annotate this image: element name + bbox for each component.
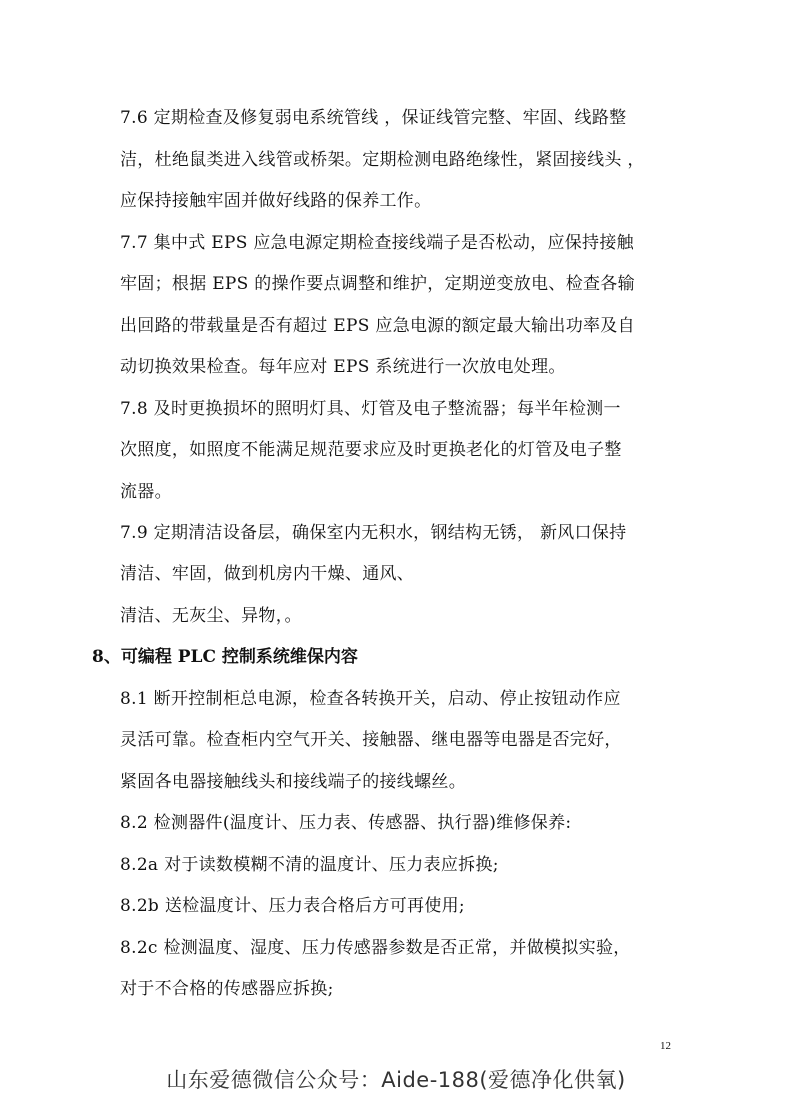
paragraph-7-9-line-3: 清洁、无灰尘、异物，。	[120, 606, 302, 626]
paragraph-7-8-line-2: 次照度，如照度不能满足规范要求应及时更换老化的灯管及电子整	[120, 440, 622, 460]
paragraph-8-2c-line-2: 对于不合格的传感器应拆换;	[120, 979, 334, 999]
paragraph-7-8-line-3: 流器。	[120, 482, 172, 502]
paragraph-7-9-line-1: 7.9 定期清洁设备层，确保室内无积水，钢结构无锈， 新风口保持	[120, 523, 627, 543]
paragraph-7-8-line-1: 7.8 及时更换损坏的照明灯具、灯管及电子整流器；每半年检测一	[120, 399, 621, 419]
paragraph-7-6-line-3: 应保持接触牢固并做好线路的保养工作。	[120, 191, 432, 211]
paragraph-7-9-line-2: 清洁、牢固，做到机房内干燥、通风、	[120, 564, 415, 584]
section-8-heading: 8、可编程 PLC 控制系统维保内容	[92, 647, 358, 667]
paragraph-8-2b: 8.2b 送检温度计、压力表合格后方可再使用;	[120, 896, 465, 916]
page-number: 12	[660, 1040, 671, 1052]
paragraph-7-7-line-1: 7.7 集中式 EPS 应急电源定期检查接线端子是否松动，应保持接触	[120, 233, 634, 253]
paragraph-8-2a: 8.2a 对于读数模糊不清的温度计、压力表应拆换;	[120, 855, 499, 875]
paragraph-8-1-line-1: 8.1 断开控制柜总电源，检查各转换开关，启动、停止按钮动作应	[120, 689, 621, 709]
paragraph-7-6-line-2: 洁，杜绝鼠类进入线管或桥架。定期检测电路绝缘性，紧固接线头 ，	[120, 150, 645, 170]
paragraph-7-6-line-1: 7.6 定期检查及修复弱电系统管线 ，保证线管完整、牢固、线路整	[120, 108, 627, 128]
paragraph-8-1-line-3: 紧固各电器接触线头和接线端子的接线螺丝。	[120, 772, 466, 792]
paragraph-8-2: 8.2 检测器件(温度计、压力表、传感器、执行器)维修保养:	[120, 813, 572, 833]
paragraph-8-1-line-2: 灵活可靠。检查柜内空气开关、接触器、继电器等电器是否完好，	[120, 730, 622, 750]
paragraph-8-2c-line-1: 8.2c 检测温度、湿度、压力传感器参数是否正常，并做模拟实验，	[120, 938, 631, 958]
paragraph-7-7-line-2: 牢固；根据 EPS 的操作要点调整和维护，定期逆变放电、检查各输	[120, 274, 635, 294]
footer-watermark: 山东爱德微信公众号：Aide-188(爱德净化供氧)	[166, 1068, 626, 1092]
paragraph-7-7-line-4: 动切换效果检查。每年应对 EPS 系统进行一次放电处理。	[120, 357, 566, 377]
paragraph-7-7-line-3: 出回路的带载量是否有超过 EPS 应急电源的额定最大输出功率及自	[120, 316, 635, 336]
